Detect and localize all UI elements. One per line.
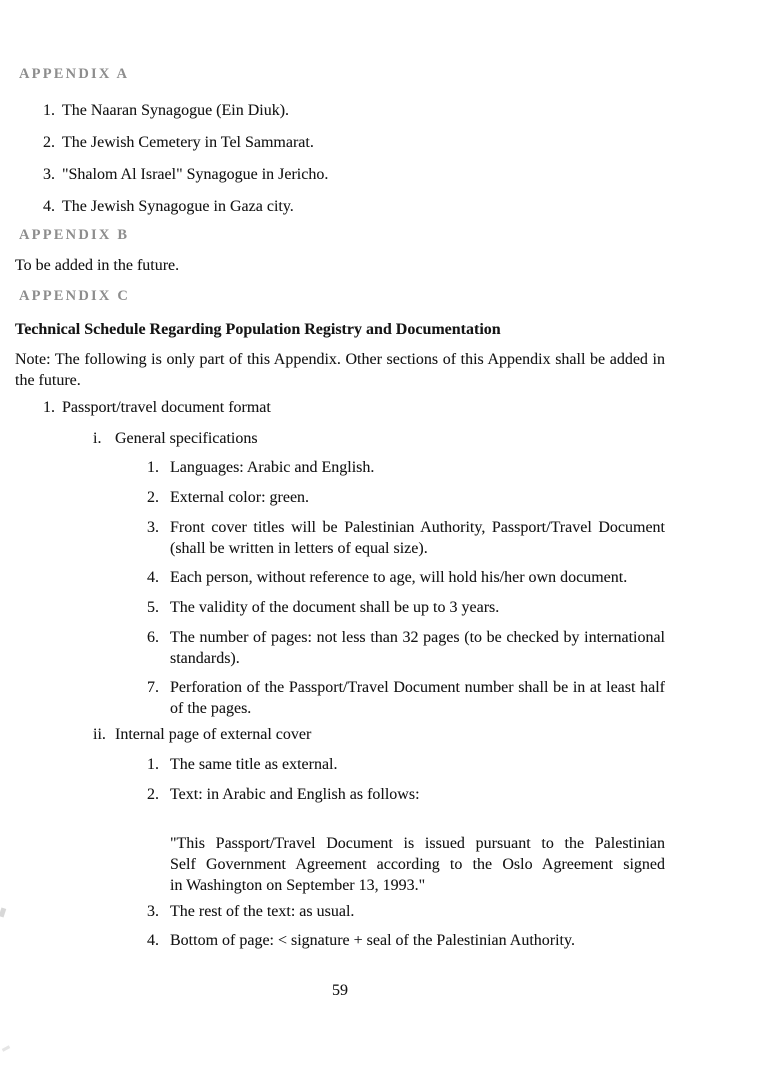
list-item: [147, 930, 665, 951]
list-item-text: The rest of the text: as usual.: [170, 903, 355, 920]
list-item-text: Perforation of the Passport/Travel Document number shall be in at least half of the pages.: [170, 679, 665, 717]
list-item: [43, 196, 665, 217]
list-item-marker: 1.: [147, 756, 159, 773]
list-item-text: Languages: Arabic and English.: [170, 459, 375, 476]
list-item-text: Bottom of page: < signature + seal of the Palestinian Authority.: [170, 932, 575, 949]
list-item-marker: 1.: [147, 459, 159, 476]
list-item-marker: 6.: [147, 629, 159, 646]
list-item: [43, 100, 665, 121]
list-item-text: The Jewish Synagogue in Gaza city.: [62, 198, 294, 215]
list-item-text: The Jewish Cemetery in Tel Sammarat.: [62, 134, 314, 151]
list-item: [147, 597, 665, 618]
list-item: [147, 754, 665, 775]
page-number: 59: [332, 982, 348, 999]
list-item: [147, 901, 665, 922]
list-item-marker: 7.: [147, 679, 159, 696]
list-item-text: The validity of the document shall be up to 3 years.: [170, 599, 500, 616]
list-item-marker: ii.: [93, 726, 106, 743]
quote-line: Self Government Agreement according to the Oslo Agreement signed: [170, 856, 665, 873]
list-item: [147, 517, 665, 559]
list-item-text: External color: green.: [170, 489, 310, 506]
list-item-text: The number of pages: not less than 32 pages (to be checked by international standards).: [170, 629, 665, 667]
quote-line: "This Passport/Travel Document is issued pursuant to the Palestinian: [170, 835, 665, 852]
list-item-marker: 4.: [43, 198, 55, 215]
list-item-text: Passport/travel document format: [62, 399, 271, 416]
list-item: [147, 627, 665, 669]
list-item: [43, 397, 665, 418]
list-item-marker: i.: [93, 430, 102, 447]
appendix-b-heading: APPENDIX B: [19, 227, 130, 243]
list-item: [147, 457, 665, 478]
list-item-marker: 2.: [147, 786, 159, 803]
quote-line: in Washington on September 13, 1993.": [170, 877, 426, 894]
list-item-marker: 1.: [43, 102, 55, 119]
sub-section-title: Internal page of external cover: [115, 726, 312, 743]
list-item-marker: 3.: [43, 166, 55, 183]
list-item-text: Text: in Arabic and English as follows:: [170, 786, 420, 803]
list-item: [43, 132, 665, 153]
list-item-text: Each person, without reference to age, will hold his/her own document.: [170, 569, 628, 586]
list-item-text: The same title as external.: [170, 756, 338, 773]
note-paragraph: Note: The following is only part of this Appendix. Other sections of this Appendix shall be added in the future.: [15, 351, 665, 389]
list-item-marker: 3.: [147, 903, 159, 920]
quote-paragraph: [170, 833, 665, 896]
list-item-text: Front cover titles will be Palestinian Authority, Passport/Travel Document (shall be written in letters of equal size).: [170, 519, 665, 557]
page-content: [15, 0, 665, 1001]
list-item-text: The Naaran Synagogue (Ein Diuk).: [62, 102, 290, 119]
list-item-marker: 2.: [43, 134, 55, 151]
sub-section-title: General specifications: [115, 430, 258, 447]
scan-artifact: [0, 907, 6, 917]
list-item-marker: 4.: [147, 569, 159, 586]
appendix-c-heading: APPENDIX C: [19, 288, 131, 304]
list-item-marker: 3.: [147, 519, 159, 536]
list-item: [147, 487, 665, 508]
list-item-marker: 5.: [147, 599, 159, 616]
scan-artifact: [2, 1045, 10, 1051]
sub-section-heading: [93, 428, 665, 449]
list-item-marker: 4.: [147, 932, 159, 949]
sub-section-heading: [93, 724, 665, 745]
appendix-b-body: To be added in the future.: [15, 257, 180, 274]
list-item-marker: 1.: [43, 399, 55, 416]
section-title: Technical Schedule Regarding Population Registry and Documentation: [15, 321, 501, 338]
list-item: [147, 567, 665, 588]
list-item-marker: 2.: [147, 489, 159, 506]
appendix-a-heading: APPENDIX A: [19, 66, 130, 82]
list-item: [147, 784, 665, 805]
list-item: [147, 677, 665, 719]
list-item: [43, 164, 665, 185]
list-item-text: "Shalom Al Israel" Synagogue in Jericho.: [62, 166, 329, 183]
